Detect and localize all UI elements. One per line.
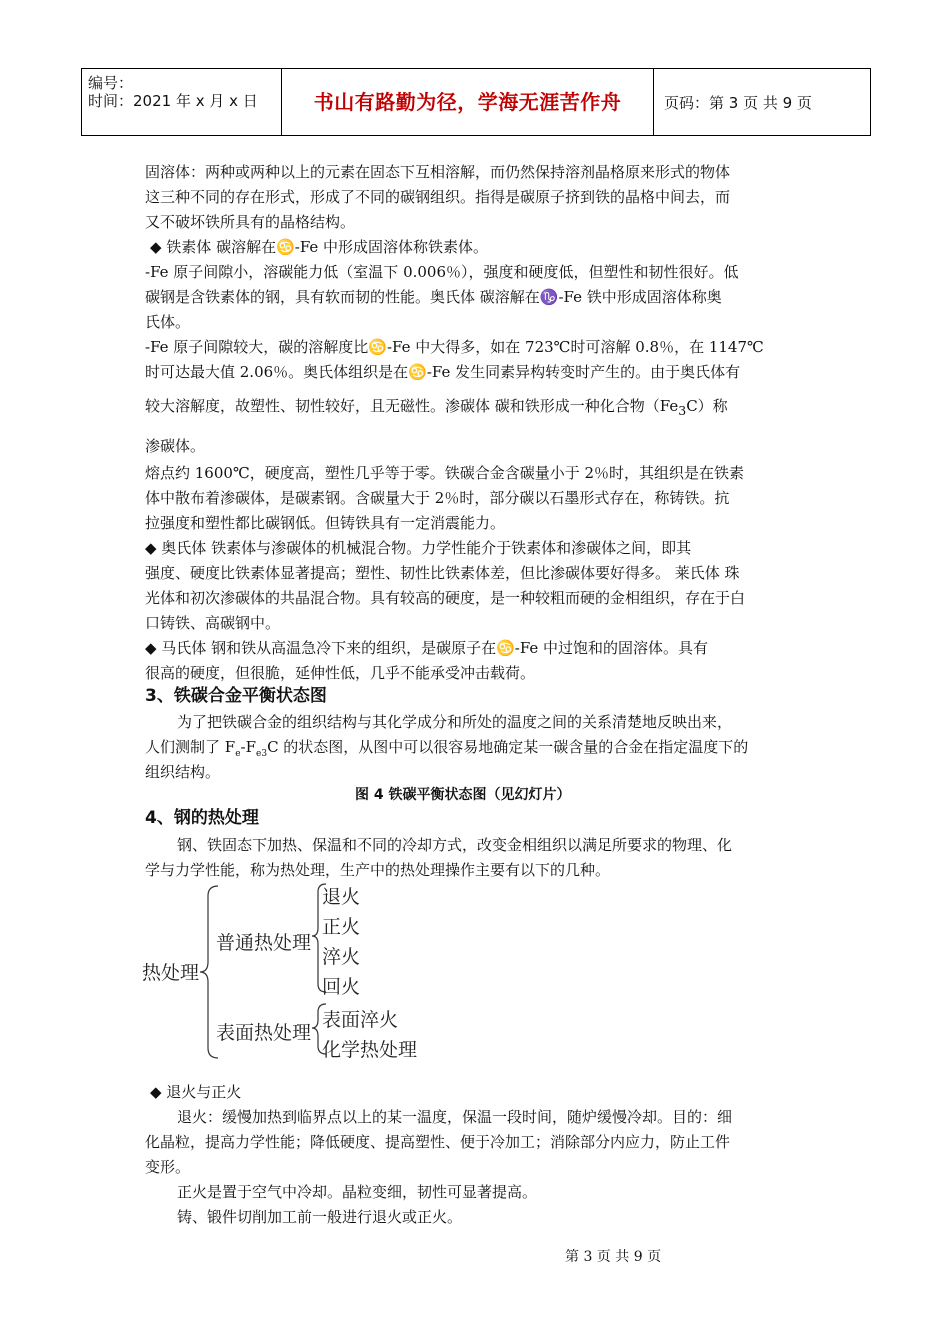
header-motto-cell bbox=[282, 69, 654, 135]
item-label: 淬火 bbox=[322, 946, 361, 968]
cementite-line bbox=[145, 397, 728, 420]
text-line: ◆ 奥氏体 铁素体与渗碳体的机械混合物。力学性能介于铁素体和渗碳体之间，即其 bbox=[145, 539, 692, 557]
page-footer: 第 3 页 共 9 页 bbox=[565, 1249, 662, 1265]
text-segment: C 的状态图，从图中可以很容易地确定某一碳含量的合金在指定温度下的 bbox=[267, 738, 749, 756]
item-label: 表面淬火 bbox=[322, 1009, 399, 1031]
text-line: 为了把铁碳合金的组织结构与其化学成分和所处的温度之间的关系清楚地反映出来， bbox=[177, 713, 733, 731]
heat-treatment-diagram bbox=[140, 880, 440, 1070]
text-line: 化晶粒，提高力学性能；降低硬度、提高塑性、便于冷加工；消除部分内应力，防止工件 bbox=[145, 1133, 731, 1151]
text-line: 变形。 bbox=[145, 1158, 191, 1176]
figure-caption: 图 4 铁碳平衡状态图（见幻灯片） bbox=[355, 787, 571, 803]
header-page-cell bbox=[654, 69, 870, 135]
text-line: 碳钢是含铁素体的钢，具有软而韧的性能。奥氏体 碳溶解在♑-Fe 铁中形成固溶体称奥 bbox=[145, 288, 722, 306]
subscript: e3 bbox=[256, 749, 268, 759]
subscript: e bbox=[235, 749, 241, 759]
item-label: 化学热处理 bbox=[322, 1039, 418, 1061]
text-line: 渗碳体。 bbox=[145, 437, 206, 455]
text-line: 钢、铁固态下加热、保温和不同的冷却方式，改变金相组织以满足所要求的物理、化 bbox=[177, 836, 733, 854]
header-info-cell bbox=[82, 69, 282, 135]
text-line: 很高的硬度，但很脆，延伸性低，几乎不能承受冲击载荷。 bbox=[145, 664, 536, 682]
item-label: 退火 bbox=[322, 886, 361, 908]
text-line: 氏体。 bbox=[145, 313, 191, 331]
text-line: 拉强度和塑性都比碳钢低。但铸铁具有一定消震能力。 bbox=[145, 514, 506, 532]
text-line: 口铸铁、高碳钢中。 bbox=[145, 614, 281, 632]
motto: 书山有路勤为径，学海无涯苦作舟 bbox=[313, 90, 622, 114]
root-label: 热处理 bbox=[142, 962, 200, 984]
text-line: 强度、硬度比铁素体显著提高；塑性、韧性比铁素体差，但比渗碳体要好得多。 莱氏体 珠 bbox=[145, 564, 740, 582]
page-code: 页码：第 3 页 共 9 页 bbox=[664, 94, 812, 112]
text-line: 组织结构。 bbox=[145, 763, 221, 781]
item-label: 正火 bbox=[322, 916, 361, 938]
page-header bbox=[81, 68, 871, 136]
text-line: 体中散布着渗碳体，是碳素钢。含碳量大于 2％时，部分碳以石墨形式存在，称铸铁。抗 bbox=[145, 489, 730, 507]
text-line: -Fe 原子间隙较大，碳的溶解度比♋-Fe 中大得多，如在 723℃时可溶解 0.8％，在 1147℃ bbox=[145, 338, 764, 356]
text-line: 正火是置于空气中冷却。晶粒变细，韧性可显著提高。 bbox=[177, 1183, 538, 1201]
text-line: ◆ 马氏体 钢和铁从高温急冷下来的组织，是碳原子在♋-Fe 中过饱和的固溶体。具有 bbox=[145, 639, 709, 657]
text-line: 时可达最大值 2.06％。奥氏体组织是在♋-Fe 发生同素异构转变时产生的。由于奥氏体有 bbox=[145, 363, 741, 381]
phase-diagram-line bbox=[145, 738, 748, 763]
annealing-heading: ◆ 退火与正火 bbox=[150, 1083, 242, 1101]
text-line: 又不破坏铁所具有的晶格结构。 bbox=[145, 213, 356, 231]
group-label: 表面热处理 bbox=[216, 1022, 312, 1044]
item-label: 回火 bbox=[322, 976, 361, 998]
section-3-title: 3、铁碳合金平衡状态图 bbox=[145, 686, 327, 706]
section-4-title: 4、钢的热处理 bbox=[145, 808, 259, 828]
text-segment: -F bbox=[240, 738, 256, 756]
group-label: 普通热处理 bbox=[216, 932, 312, 954]
text-line: 退火：缓慢加热到临界点以上的某一温度，保温一段时间，随炉缓慢冷却。目的：细 bbox=[177, 1108, 733, 1126]
number-label: 编号： bbox=[88, 74, 134, 92]
text-line: 固溶体：两种或两种以上的元素在固态下互相溶解，而仍然保持溶剂晶格原来形式的物体 bbox=[145, 163, 731, 181]
text-line: 铸、锻件切削加工前一般进行退火或正火。 bbox=[177, 1208, 463, 1226]
text-segment: 人们测制了 F bbox=[145, 738, 236, 756]
cementite-text: 较大溶解度，故塑性、韧性较好，且无磁性。渗碳体 碳和铁形成一种化合物（Fe bbox=[145, 397, 679, 415]
cementite-subscript: 3 bbox=[678, 403, 687, 418]
ferrite-heading: ◆ 铁素体 碳溶解在♋-Fe 中形成固溶体称铁素体。 bbox=[150, 238, 489, 256]
text-line: 这三种不同的存在形式，形成了不同的碳钢组织。指得是碳原子挤到铁的晶格中间去，而 bbox=[145, 188, 731, 206]
text-line: -Fe 原子间隙小，溶碳能力低（室温下 0.006％），强度和硬度低，但塑性和韧性很好。低 bbox=[145, 263, 739, 281]
text-line: 熔点约 1600℃，硬度高，塑性几乎等于零。铁碳合金含碳量小于 2％时，其组织是在铁素 bbox=[145, 464, 745, 482]
date-label: 时间：2021 年 x 月 x 日 bbox=[88, 92, 258, 110]
cementite-tail: C）称 bbox=[686, 397, 728, 415]
text-line: 学与力学性能，称为热处理，生产中的热处理操作主要有以下的几种。 bbox=[145, 861, 611, 879]
text-line: 光体和初次渗碳体的共晶混合物。具有较高的硬度，是一种较粗而硬的金相组织，存在于白 bbox=[145, 589, 746, 607]
